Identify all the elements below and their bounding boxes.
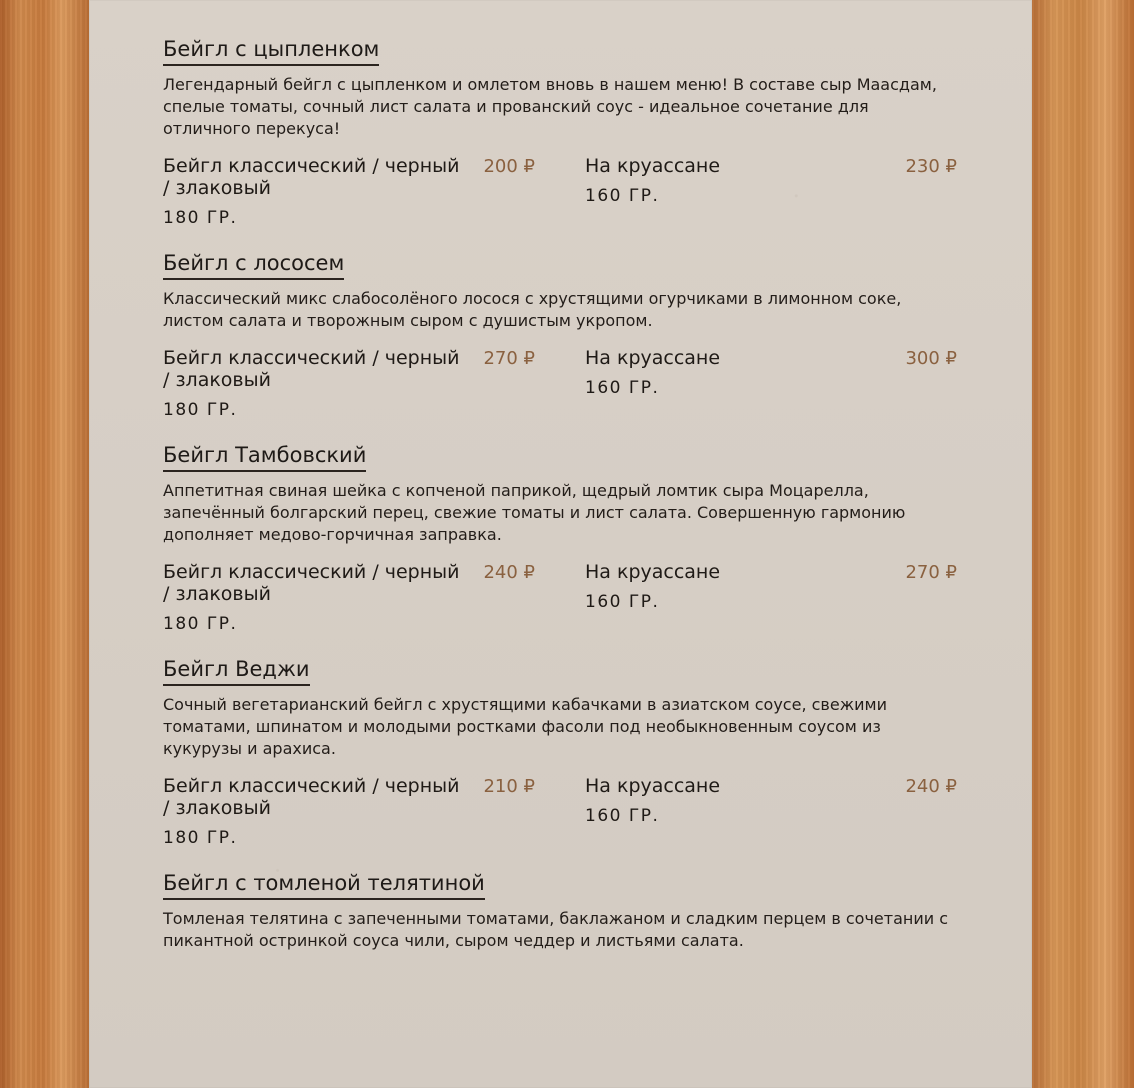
menu-item-bagel-veggie (163, 655, 959, 847)
option-weight: 160 ГР. (585, 378, 660, 398)
option-name: Бейгл классический / черный / злаковый (163, 347, 460, 391)
option-name: На круассане (585, 155, 721, 177)
option-price: 230 ₽ (905, 156, 957, 177)
menu-item-title: Бейгл с цыпленком (163, 35, 379, 66)
menu-item-bagel-tambov (163, 441, 959, 633)
menu-item-title: Бейгл Тамбовский (163, 441, 366, 472)
option-price: 240 ₽ (483, 562, 535, 583)
menu-item-options (163, 155, 959, 227)
option-classic (163, 155, 535, 229)
option-price: 270 ₽ (905, 562, 957, 583)
option-croissant (585, 561, 957, 613)
option-weight: 160 ГР. (585, 592, 660, 612)
menu-item-title: Бейгл с томленой телятиной (163, 869, 485, 900)
option-price: 240 ₽ (905, 776, 957, 797)
option-weight: 180 ГР. (163, 828, 238, 848)
menu-item-bagel-chicken (163, 35, 959, 227)
option-name: Бейгл классический / черный / злаковый (163, 155, 460, 199)
option-price: 200 ₽ (483, 156, 535, 177)
right-wood-border (1032, 0, 1134, 1088)
menu-item-title: Бейгл с лососем (163, 249, 344, 280)
menu-item-description: Легендарный бейгл с цыпленком и омлетом вновь в нашем меню! В составе сыр Маасдам, спелые томаты, сочный лист салата и прованский соус - идеальное сочетание для отличного перекуса! (163, 75, 937, 138)
menu-item-description: Томленая телятина с запеченными томатами, баклажаном и сладким перцем в сочетании с пикантной остринкой соуса чили, сыром чеддер и листьями салата. (163, 909, 949, 950)
option-classic (163, 347, 535, 421)
option-price: 300 ₽ (905, 348, 957, 369)
option-weight: 180 ГР. (163, 400, 238, 420)
menu-item-bagel-veal (163, 869, 959, 952)
option-croissant (585, 775, 957, 827)
option-weight: 160 ГР. (585, 806, 660, 826)
menu-item-title: Бейгл Веджи (163, 655, 310, 686)
option-name: На круассане (585, 561, 721, 583)
menu-item-options (163, 561, 959, 633)
menu-item-options (163, 347, 959, 419)
option-price: 270 ₽ (483, 348, 535, 369)
option-name: Бейгл классический / черный / злаковый (163, 561, 460, 605)
option-croissant (585, 155, 957, 207)
left-wood-border (0, 0, 89, 1088)
option-name: Бейгл классический / черный / злаковый (163, 775, 460, 819)
menu-item-description: Классический микс слабосолёного лосося с хрустящими огурчиками в лимонном соке, листом салата и творожным сыром с душистым укропом. (163, 289, 902, 330)
menu-item-bagel-salmon (163, 249, 959, 419)
option-classic (163, 775, 535, 849)
option-name: На круассане (585, 775, 721, 797)
menu-item-description: Аппетитная свиная шейка с копченой паприкой, щедрый ломтик сыра Моцарелла, запечённый болгарский перец, свежие томаты и лист салата. Совершенную гармонию дополняет медово-горчичная заправка. (163, 481, 906, 544)
option-name: На круассане (585, 347, 721, 369)
option-weight: 180 ГР. (163, 614, 238, 634)
option-price: 210 ₽ (483, 776, 535, 797)
menu-paper (89, 0, 1032, 1088)
menu-item-description: Сочный вегетарианский бейгл с хрустящими кабачками в азиатском соусе, свежими томатами, шпинатом и молодыми ростками фасоли под необыкновенным соусом из кукурузы и арахиса. (163, 695, 887, 758)
option-croissant (585, 347, 957, 399)
option-weight: 180 ГР. (163, 208, 238, 228)
menu-content (163, 35, 959, 967)
menu-item-options (163, 775, 959, 847)
option-classic (163, 561, 535, 635)
option-weight: 160 ГР. (585, 186, 660, 206)
